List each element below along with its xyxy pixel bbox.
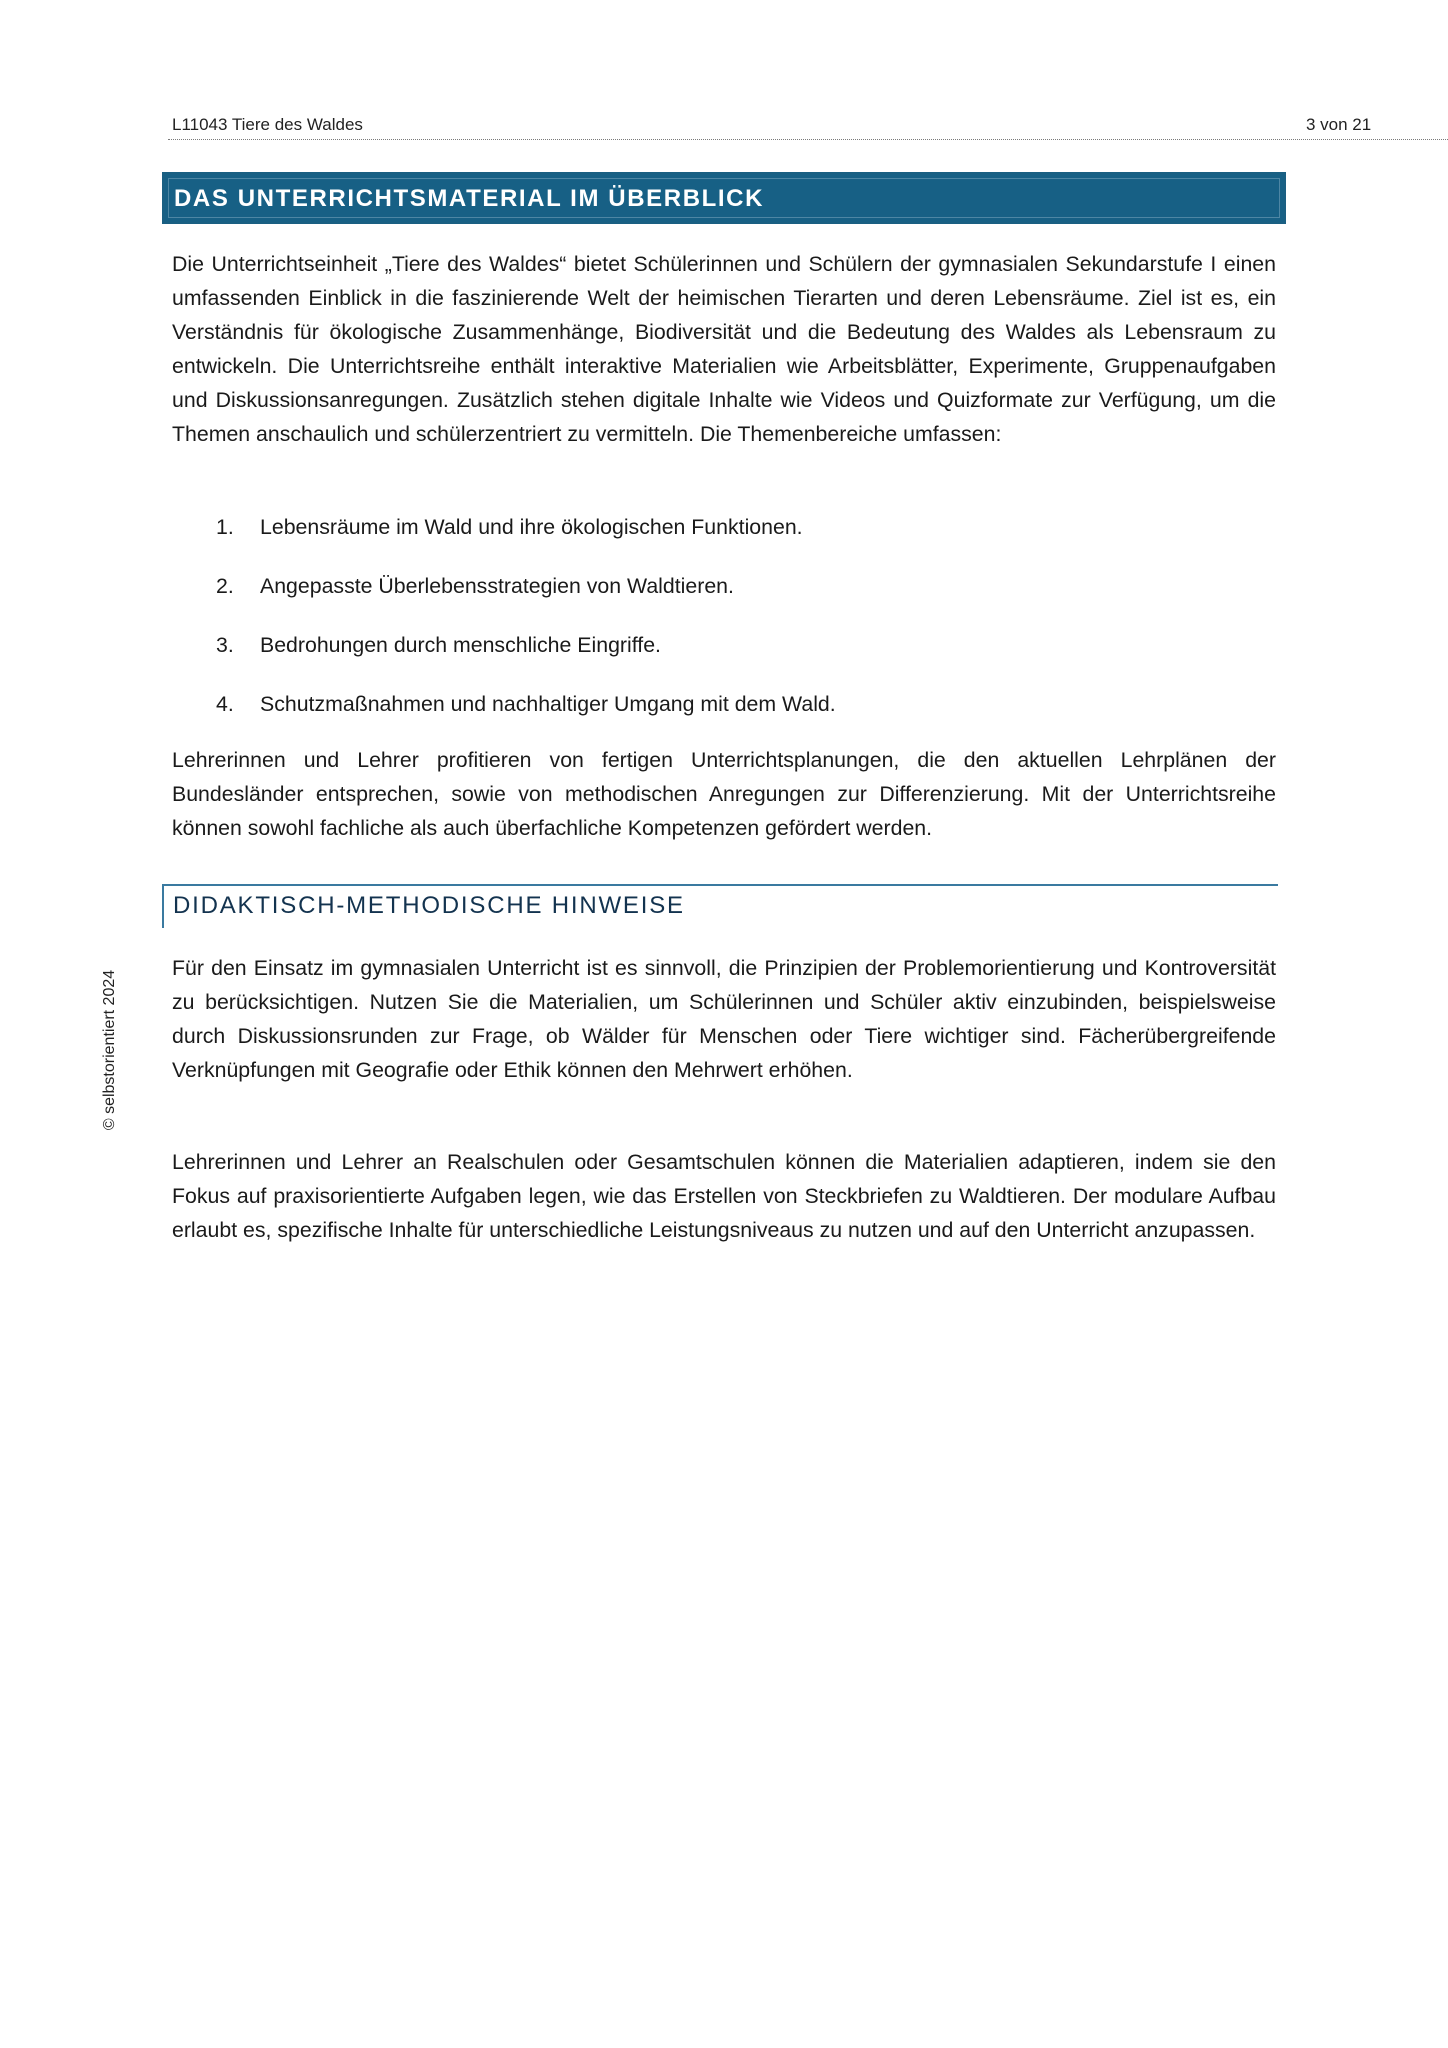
- topic-list: [172, 510, 1276, 746]
- list-item-number: 1.: [216, 515, 234, 539]
- copyright-notice: © selbstorientiert 2024: [101, 969, 118, 1131]
- list-item: [172, 569, 1276, 628]
- adaptation-paragraph: Lehrerinnen und Lehrer an Realschulen oder Gesamtschulen können die Materialien adaptieren, indem sie den Fokus auf praxisorientierte Aufgaben legen, wie das Erstellen von Steckbriefen zu Waldtieren. Der modulare Aufbau erlaubt es, spezifische Inhalte für unterschiedliche Leistungsniveaus zu nutzen und auf den Unterricht anzupassen.: [172, 1150, 1276, 1242]
- list-item-text: Bedrohungen durch menschliche Eingriffe.: [260, 633, 661, 657]
- list-item-number: 2.: [216, 574, 234, 598]
- didactic-paragraph: Für den Einsatz im gymnasialen Unterricht ist es sinnvoll, die Prinzipien der Problemorientierung und Kontroversität zu berücksichtigen. Nutzen Sie die Materialien, um Schülerinnen und Schüler aktiv einzubinden, beispielsweise durch Diskussionsrunden zur Frage, ob Wälder für Menschen oder Tiere wichtiger sind. Fächerübergreifende Verknüpfungen mit Geografie oder Ethik können den Mehrwert erhöhen.: [172, 956, 1276, 1082]
- intro-paragraph: Die Unterrichtseinheit „Tiere des Waldes“ bietet Schülerinnen und Schülern der gymnasialen Sekundarstufe I einen umfassenden Einblick in die faszinierende Welt der heimischen Tierarten und deren Lebensräume. Ziel ist es, ein Verständnis für ökologische Zusammenhänge, Biodiversität und die Bedeutung des Waldes als Lebensraum zu entwickeln. Die Unterrichtsreihe enthält interaktive Materialien wie Arbeitsblätter, Experimente, Gruppenaufgaben und Diskussionsanregungen. Zusätzlich stehen digitale Inhalte wie Videos und Quizformate zur Verfügung, um die Themen anschaulich und schülerzentriert zu vermitteln. Die Themenbereiche umfassen:: [172, 252, 1276, 446]
- list-item-number: 3.: [216, 633, 234, 657]
- page-header: [168, 113, 1448, 140]
- list-item-text: Schutzmaßnahmen und nachhaltiger Umgang mit dem Wald.: [260, 692, 836, 716]
- section-title-bar: [162, 172, 1286, 224]
- list-item-number: 4.: [216, 692, 234, 716]
- list-item-text: Lebensräume im Wald und ihre ökologischen Funktionen.: [260, 515, 803, 539]
- page-indicator: 3 von 21: [1306, 115, 1372, 134]
- section-title-didactic: DIDAKTISCH-METHODISCHE HINWEISE: [173, 892, 685, 919]
- closing-paragraph: Lehrerinnen und Lehrer profitieren von fertigen Unterrichtsplanungen, die den aktuellen Lehrplänen der Bundesländer entsprechen, sowie von methodischen Anregungen zur Differenzierung. Mit der Unterrichtsreihe können sowohl fachliche als auch überfachliche Kompetenzen gefördert werden.: [172, 748, 1276, 840]
- list-item: [172, 687, 1276, 746]
- subheading-box: [162, 884, 1278, 928]
- list-item: [172, 510, 1276, 569]
- section-title-overview: DAS UNTERRICHTSMATERIAL IM ÜBERBLICK: [174, 185, 765, 212]
- document-title: L11043 Tiere des Waldes: [172, 115, 363, 134]
- list-item-text: Angepasste Überlebensstrategien von Waldtieren.: [260, 574, 734, 598]
- list-item: [172, 628, 1276, 687]
